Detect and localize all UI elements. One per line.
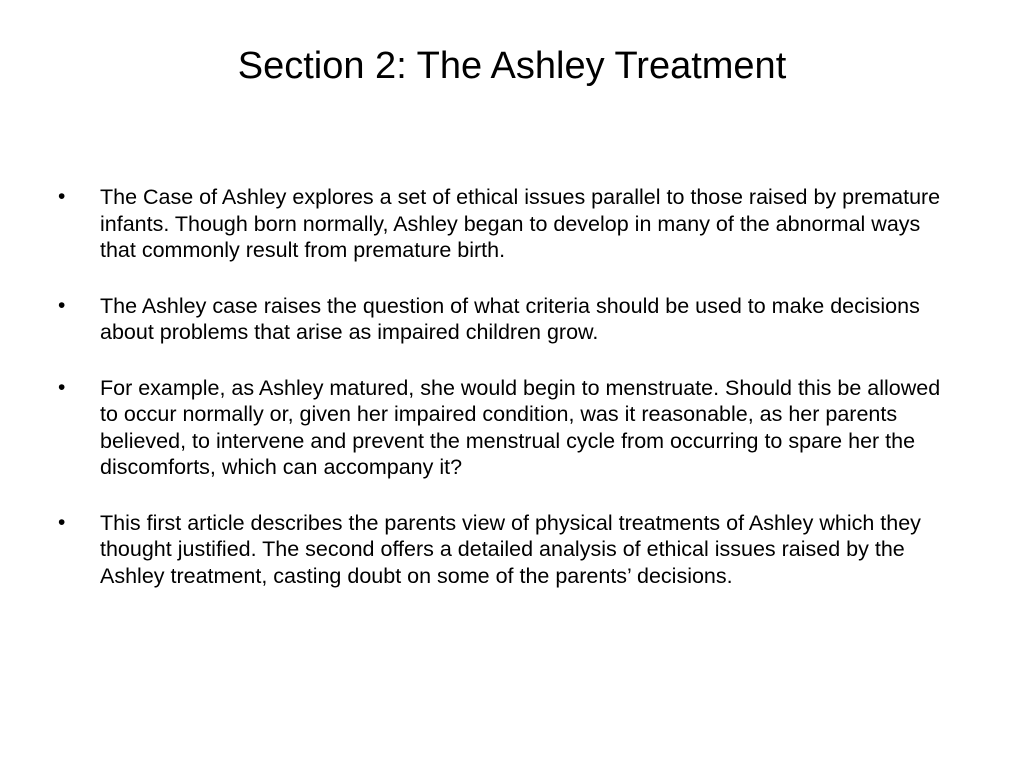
- bullet-item: [56, 510, 960, 590]
- bullet-dot-icon: •: [58, 185, 66, 208]
- bullet-dot-icon: •: [58, 293, 66, 317]
- bullet-text: The Case of Ashley explores a set of ethical issues parallel to those raised by premature infants. Though born normally, Ashley began to develop in many of the abnormal ways that commonly result from premature birth.: [100, 185, 941, 262]
- bullet-item: [56, 184, 960, 264]
- bullet-item: [56, 375, 960, 481]
- bullet-dot-icon: •: [58, 375, 66, 399]
- bullet-text: For example, as Ashley matured, she would begin to menstruate. Should this be allowed to occur normally or, given her impaired condition, was it reasonable, as her parents believed, to intervene and prevent the menstrual cycle from occurring to spare her the discomforts, which can accompany it?: [100, 375, 941, 479]
- bullet-text: The Ashley case raises the question of what criteria should be used to make decisions about problems that arise as impaired children grow.: [100, 293, 920, 344]
- bullet-item: [56, 293, 960, 346]
- bullet-text: This first article describes the parents view of physical treatments of Ashley which they thought justified. The second offers a detailed analysis of ethical issues raised by the Ashley treatment, casting doubt on some of the parents’ decisions.: [100, 510, 921, 588]
- slide-title: Section 2: The Ashley Treatment: [237, 45, 787, 87]
- bullet-list: [56, 184, 960, 618]
- bullet-dot-icon: •: [58, 510, 66, 534]
